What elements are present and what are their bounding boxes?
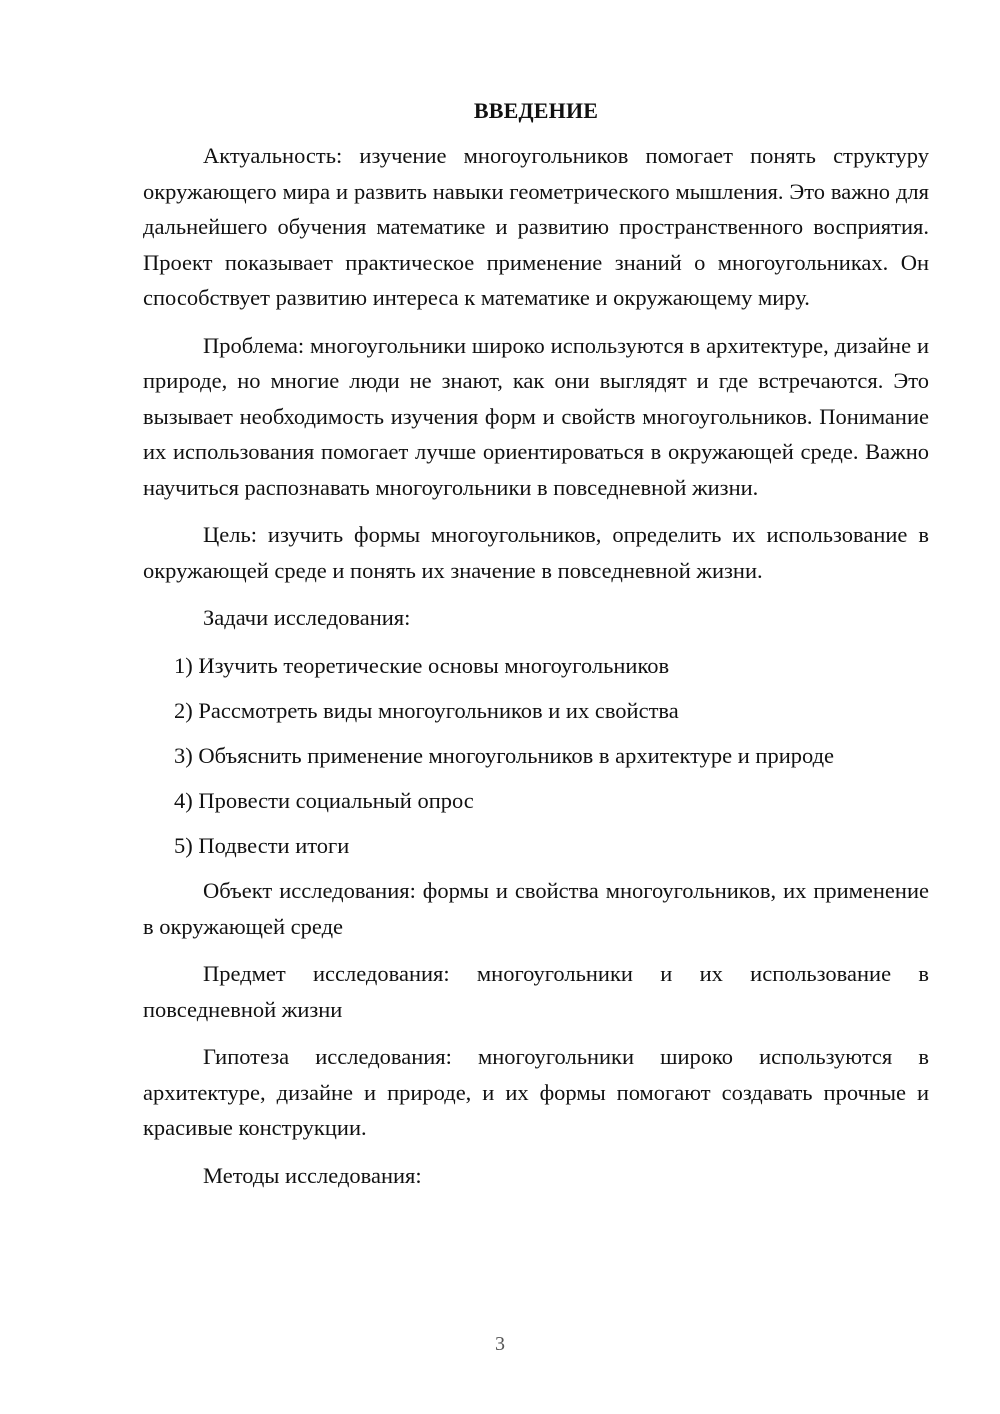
page-content: [143, 92, 929, 1205]
paragraph-hypothesis: Гипотеза исследования: многоугольники широко используются в архитектуре, дизайне и природе, и их формы помогают создавать прочные и красивые конструкции.: [143, 1044, 929, 1140]
page-number: 3: [495, 1333, 505, 1355]
page-title: ВВЕДЕНИЕ: [473, 98, 599, 123]
list-item: 4) Провести социальный опрос: [174, 787, 474, 813]
list-item: 1) Изучить теоретические основы многоугольников: [174, 652, 670, 678]
paragraph-subject: Предмет исследования: многоугольники и их использование в повседневной жизни: [143, 961, 929, 1022]
list-item: 2) Рассмотреть виды многоугольников и их свойства: [174, 697, 679, 723]
paragraph-methods: Методы исследования:: [203, 1162, 422, 1188]
paragraph-object: Объект исследования: формы и свойства многоугольников, их применение в окружающей среде: [143, 878, 929, 939]
tasks-list: [143, 648, 929, 864]
paragraph-tasks-heading: Задачи исследования:: [203, 605, 411, 630]
paragraph-goal: Цель: изучить формы многоугольников, определить их использование в окружающей среде и понять их значение в повседневной жизни.: [143, 522, 929, 583]
list-item: 3) Объяснить применение многоугольников в архитектуре и природе: [174, 742, 835, 768]
paragraph-relevance: Актуальность: изучение многоугольников помогает понять структуру окружающего мира и развить навыки геометрического мышления. Это важно для дальнейшего обучения математике и развитию пространственного восприятия. Проект показывает практическое применение знаний о многоугольниках. Он способствует развитию интереса к математике и окружающему миру.: [143, 143, 929, 310]
paragraph-problem: Проблема: многоугольники широко используются в архитектуре, дизайне и природе, но многие люди не знают, как они выглядят и где встречаются. Это вызывает необходимость изучения форм и свойств многоугольников. Понимание их использования помогает лучше ориентироваться в окружающей среде. Важно научиться распознавать многоугольники в повседневной жизни.: [143, 332, 929, 500]
list-item: 5) Подвести итоги: [174, 832, 350, 858]
